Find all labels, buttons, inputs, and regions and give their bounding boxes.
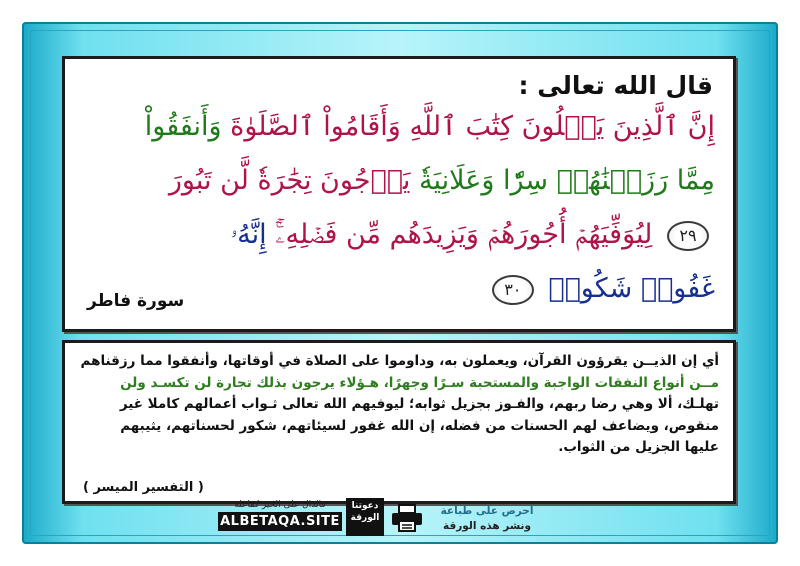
heading: قال الله تعالى :	[518, 71, 713, 100]
dawatuna-logo: دعوتنا الورقة	[346, 498, 384, 536]
verse-segment: يَرۡجُونَ تِجَٰرَةٗ لَّن تَبُورَ	[168, 165, 411, 196]
ayah-marker: ٣٠	[492, 275, 534, 305]
verse-line-3	[83, 219, 715, 251]
tafsir-line: أي إن الذيــن يقرؤون القرآن، ويعملون به، وداوموا على الصلاة في أوقاتها، وأنفقوا مما رزقناهم	[80, 353, 719, 369]
printer-icon	[390, 504, 424, 532]
tafsir-source: ( التفسير الميسر )	[83, 480, 204, 495]
verse-segment: وَأَقَامُواْ ٱلصَّلَوٰةَ	[230, 111, 401, 142]
tagline: فالدال على الخير كفاعله	[234, 500, 326, 510]
site-group	[218, 500, 342, 540]
verse-line-1	[83, 111, 715, 142]
print-note-line: ونشر هذه الورقة	[443, 520, 531, 532]
verse-segment: مِمَّا رَزَقۡنَٰهُمۡ سِرّٗا وَعَلَانِيَةٗ	[419, 165, 715, 196]
verse-segment: إِنَّهُۥ	[230, 219, 267, 250]
logo-group	[346, 498, 426, 536]
tafsir-line: عليها الجزيل من الثواب.	[558, 439, 719, 455]
site-link[interactable]: ALBETAQA.SITE	[218, 512, 342, 531]
verse-segment: لِيُوَفِّيَهُمۡ أُجُورَهُمۡ وَيَزِيدَهُم مِّن فَضۡلِهِۦٓۚ	[275, 219, 653, 250]
verse-segment: غَفُورٞ شَكُورٞ	[548, 273, 715, 304]
tafsir-text	[79, 351, 719, 459]
tafsir-line: منقوص، ويضاعف لهم الحسنات من فضله، إن الله غفور لسيئاتهم، شكور لحسناتهم، يثيبهم	[120, 417, 719, 434]
verse-segment: وَأَنفَقُواْ	[144, 111, 222, 142]
tafsir-line: مــن أنواع النفقات الواجبة والمستحبة سـرًا وجهرًا، هـؤلاء يرجون بذلك تجارة لن تكسـد ولن	[120, 374, 719, 391]
print-note	[432, 504, 542, 544]
surah-name: سورة فاطر	[87, 291, 185, 311]
print-note-line: احرص على طباعة	[440, 505, 534, 517]
verse-segment: إِنَّ ٱلَّذِينَ يَتۡلُونَ كِتَٰبَ ٱللَّهِ	[409, 111, 715, 142]
verses-card	[62, 56, 736, 332]
ayah-marker: ٢٩	[667, 221, 709, 251]
tafsir-card	[62, 340, 736, 504]
verse-line-2	[83, 165, 715, 196]
tafsir-line: تهلـك، ألا وهي رضا ربهم، والفـوز بجزيل ثوابه؛ ليوفيهم الله تعالى ثـواب أعمالهم كاملا غير	[119, 396, 719, 412]
